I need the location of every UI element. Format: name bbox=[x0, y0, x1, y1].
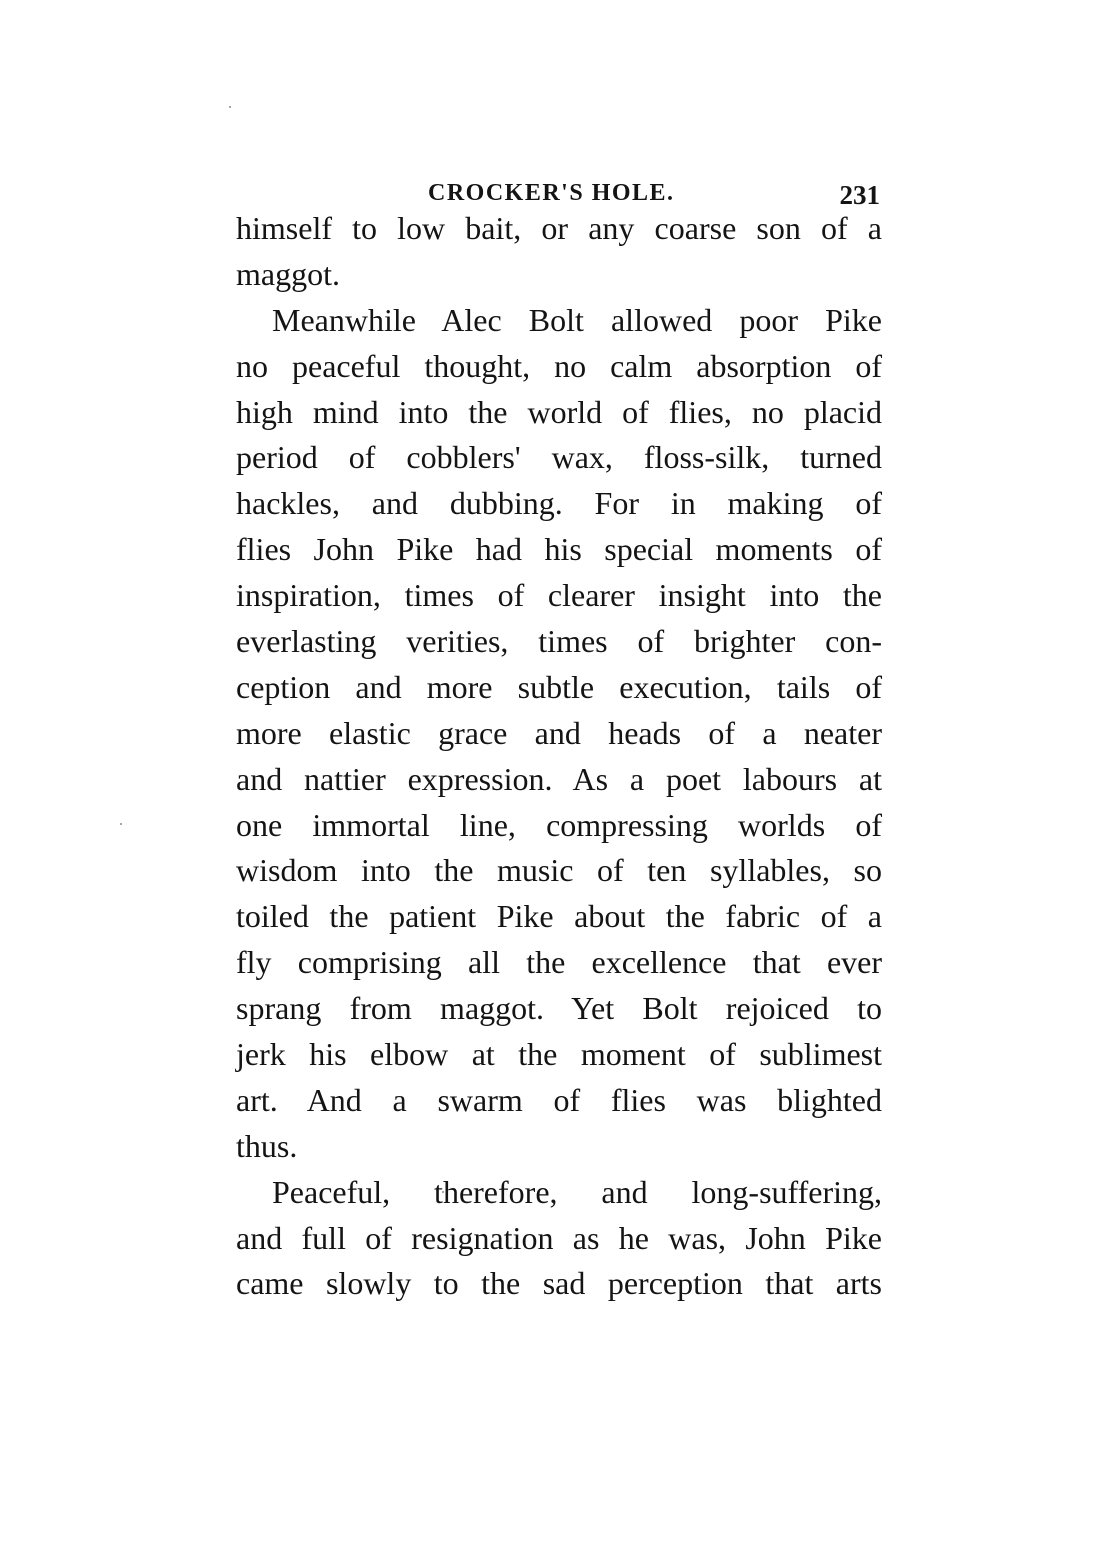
text-line: Peaceful, therefore, and long-suffering, bbox=[272, 1173, 882, 1210]
text-line: jerk his elbow at the moment of sublimest bbox=[236, 1036, 882, 1073]
text-line: maggot. bbox=[236, 255, 340, 292]
text-line: one immortal line, compressing worlds of bbox=[236, 806, 882, 843]
text-line: himself to low bait, or any coarse son of a bbox=[236, 210, 882, 246]
text-line: Meanwhile Alec Bolt allowed poor Pike bbox=[272, 301, 882, 338]
text-line: hackles, and dubbing. For in making of bbox=[236, 485, 882, 522]
text-line: and nattier expression. As a poet labours at bbox=[236, 760, 882, 797]
print-speck bbox=[120, 823, 122, 825]
text-line: sprang from maggot. Yet Bolt rejoiced to bbox=[236, 990, 882, 1027]
text-line: fly comprising all the excellence that ever bbox=[236, 944, 882, 981]
text-line: toiled the patient Pike about the fabric of a bbox=[236, 898, 882, 935]
body-text bbox=[236, 206, 882, 1307]
text-line: came slowly to the sad perception that arts bbox=[236, 1265, 882, 1302]
page-number: 231 bbox=[839, 180, 880, 210]
text-line: everlasting verities, times of brighter con- bbox=[236, 623, 882, 660]
text-line: more elastic grace and heads of a neater bbox=[236, 714, 882, 751]
text-line: thus. bbox=[236, 1127, 298, 1164]
text-line: period of cobblers' wax, floss-silk, turned bbox=[236, 439, 882, 476]
text-line: ception and more subtle execution, tails of bbox=[236, 668, 882, 705]
text-line: and full of resignation as he was, John Pike bbox=[236, 1219, 882, 1256]
text-line: no peaceful thought, no calm absorption of bbox=[236, 347, 882, 384]
print-speck bbox=[229, 106, 231, 108]
text-line: inspiration, times of clearer insight into the bbox=[236, 577, 882, 614]
text-line: flies John Pike had his special moments of bbox=[236, 531, 882, 568]
text-line: high mind into the world of flies, no placid bbox=[236, 393, 882, 430]
text-line: wisdom into the music of ten syllables, so bbox=[236, 852, 882, 889]
running-head: CROCKER'S HOLE. bbox=[428, 180, 675, 206]
text-line: art. And a swarm of flies was blighted bbox=[236, 1081, 882, 1118]
